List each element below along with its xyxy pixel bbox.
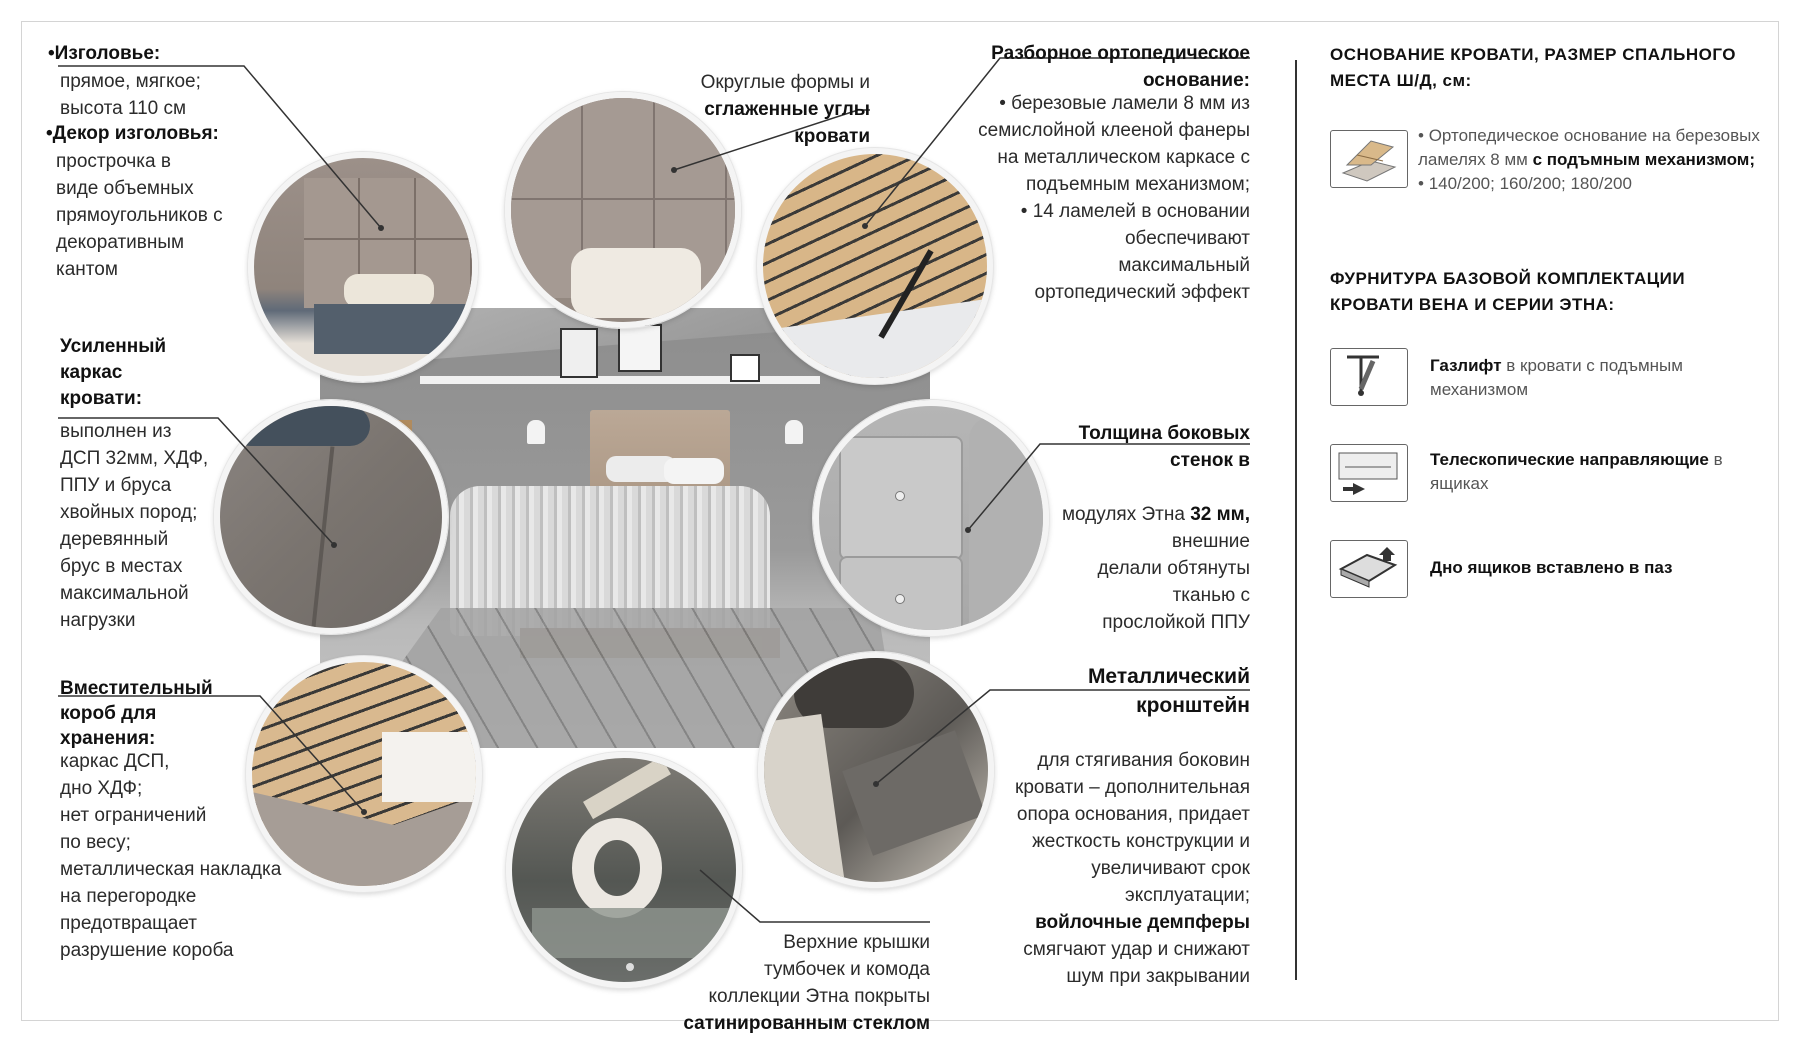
- corners-text: Округлые формы и сглаженные углы кровати: [700, 72, 870, 147]
- bracket-text: для стягивания боковин кровати – дополнительная опора основания, придает жесткость конструкции и увеличивают срок эксплуатации; войлочные демпферы смягчают удар и снижают шум при закрывании: [1015, 750, 1250, 987]
- headboard-marker: [378, 225, 384, 231]
- telescopic-rail-icon: [1330, 444, 1408, 502]
- corners-marker: [671, 167, 677, 173]
- gas-lift-text: Газлифт в кровати с подъмным механизмом: [1430, 356, 1683, 399]
- frame-title: Усиленный каркас кровати:: [60, 336, 167, 409]
- frame-circle: [214, 400, 448, 634]
- walls-text: модулях Этна 32 мм, внешние делали обтянуты тканью с прослойкой ППУ: [1061, 504, 1250, 633]
- headboard-decor-title: • Декор изголовья:: [46, 120, 219, 147]
- storage-circle: [246, 656, 482, 892]
- base-size-heading: ОСНОВАНИЕ КРОВАТИ, РАЗМЕР СПАЛЬНОГО МЕСТА Ш/Д, см:: [1330, 45, 1736, 90]
- storage-text: каркас ДСП, дно ХДФ; нет ограничений по весу; металлическая накладка на перегородке предотвращает разрушение короба: [60, 751, 282, 961]
- telescopic-rail-text: Телескопические направляющие в ящиках: [1430, 450, 1723, 493]
- headboard-title: • Изголовье:: [48, 40, 160, 67]
- walls-marker: [965, 527, 971, 533]
- hardware-heading: ФУРНИТУРА БАЗОВОЙ КОМПЛЕКТАЦИИ КРОВАТИ ВЕНА И СЕРИИ ЭТНА:: [1330, 269, 1686, 314]
- drawer-bottom-icon: [1330, 540, 1408, 598]
- headboard-circle: [248, 152, 478, 382]
- headboard-text: прямое, мягкое; высота 110 см: [60, 71, 201, 119]
- base-text-2: • 14 ламелей в основании обеспечивают максимальный ортопедический эффект: [900, 198, 1250, 306]
- base-text-1: • березовые ламели 8 мм из семислойной клееной фанеры на металлическом каркасе с подъемным механизмом;: [900, 90, 1250, 198]
- frame-marker: [331, 542, 337, 548]
- base-size-item-1: • Ортопедическое основание на березовых ламелях 8 мм с подъмным механизмом;: [1418, 124, 1760, 172]
- storage-title: Вместительный короб для хранения:: [60, 678, 213, 749]
- panel-divider: [1295, 60, 1297, 980]
- walls-title: Толщина боковых стенок в: [1078, 423, 1250, 471]
- storage-marker: [361, 809, 367, 815]
- frame-text: выполнен из ДСП 32мм, ХДФ, ППУ и бруса хвойных пород; деревянный брус в местах максимальной нагрузки: [60, 421, 209, 631]
- base-size-item-2: • 140/200; 160/200; 180/200: [1418, 172, 1632, 196]
- bracket-marker: [873, 781, 879, 787]
- lift-bed-icon: [1330, 130, 1408, 188]
- drawer-bottom-text: Дно ящиков вставлено в паз: [1430, 558, 1673, 577]
- bracket-title: Металлический кронштейн: [1087, 665, 1250, 717]
- glass-text: Верхние крышки тумбочек и комода коллекции Этна покрыты сатинированным стеклом: [683, 932, 930, 1034]
- headboard-decor-text: прострочка в виде объемных прямоугольников с декоративным кантом: [56, 151, 223, 280]
- gas-lift-icon: [1330, 348, 1408, 406]
- base-title: Разборное ортопедическое основание:: [991, 43, 1250, 91]
- base-marker: [862, 223, 868, 229]
